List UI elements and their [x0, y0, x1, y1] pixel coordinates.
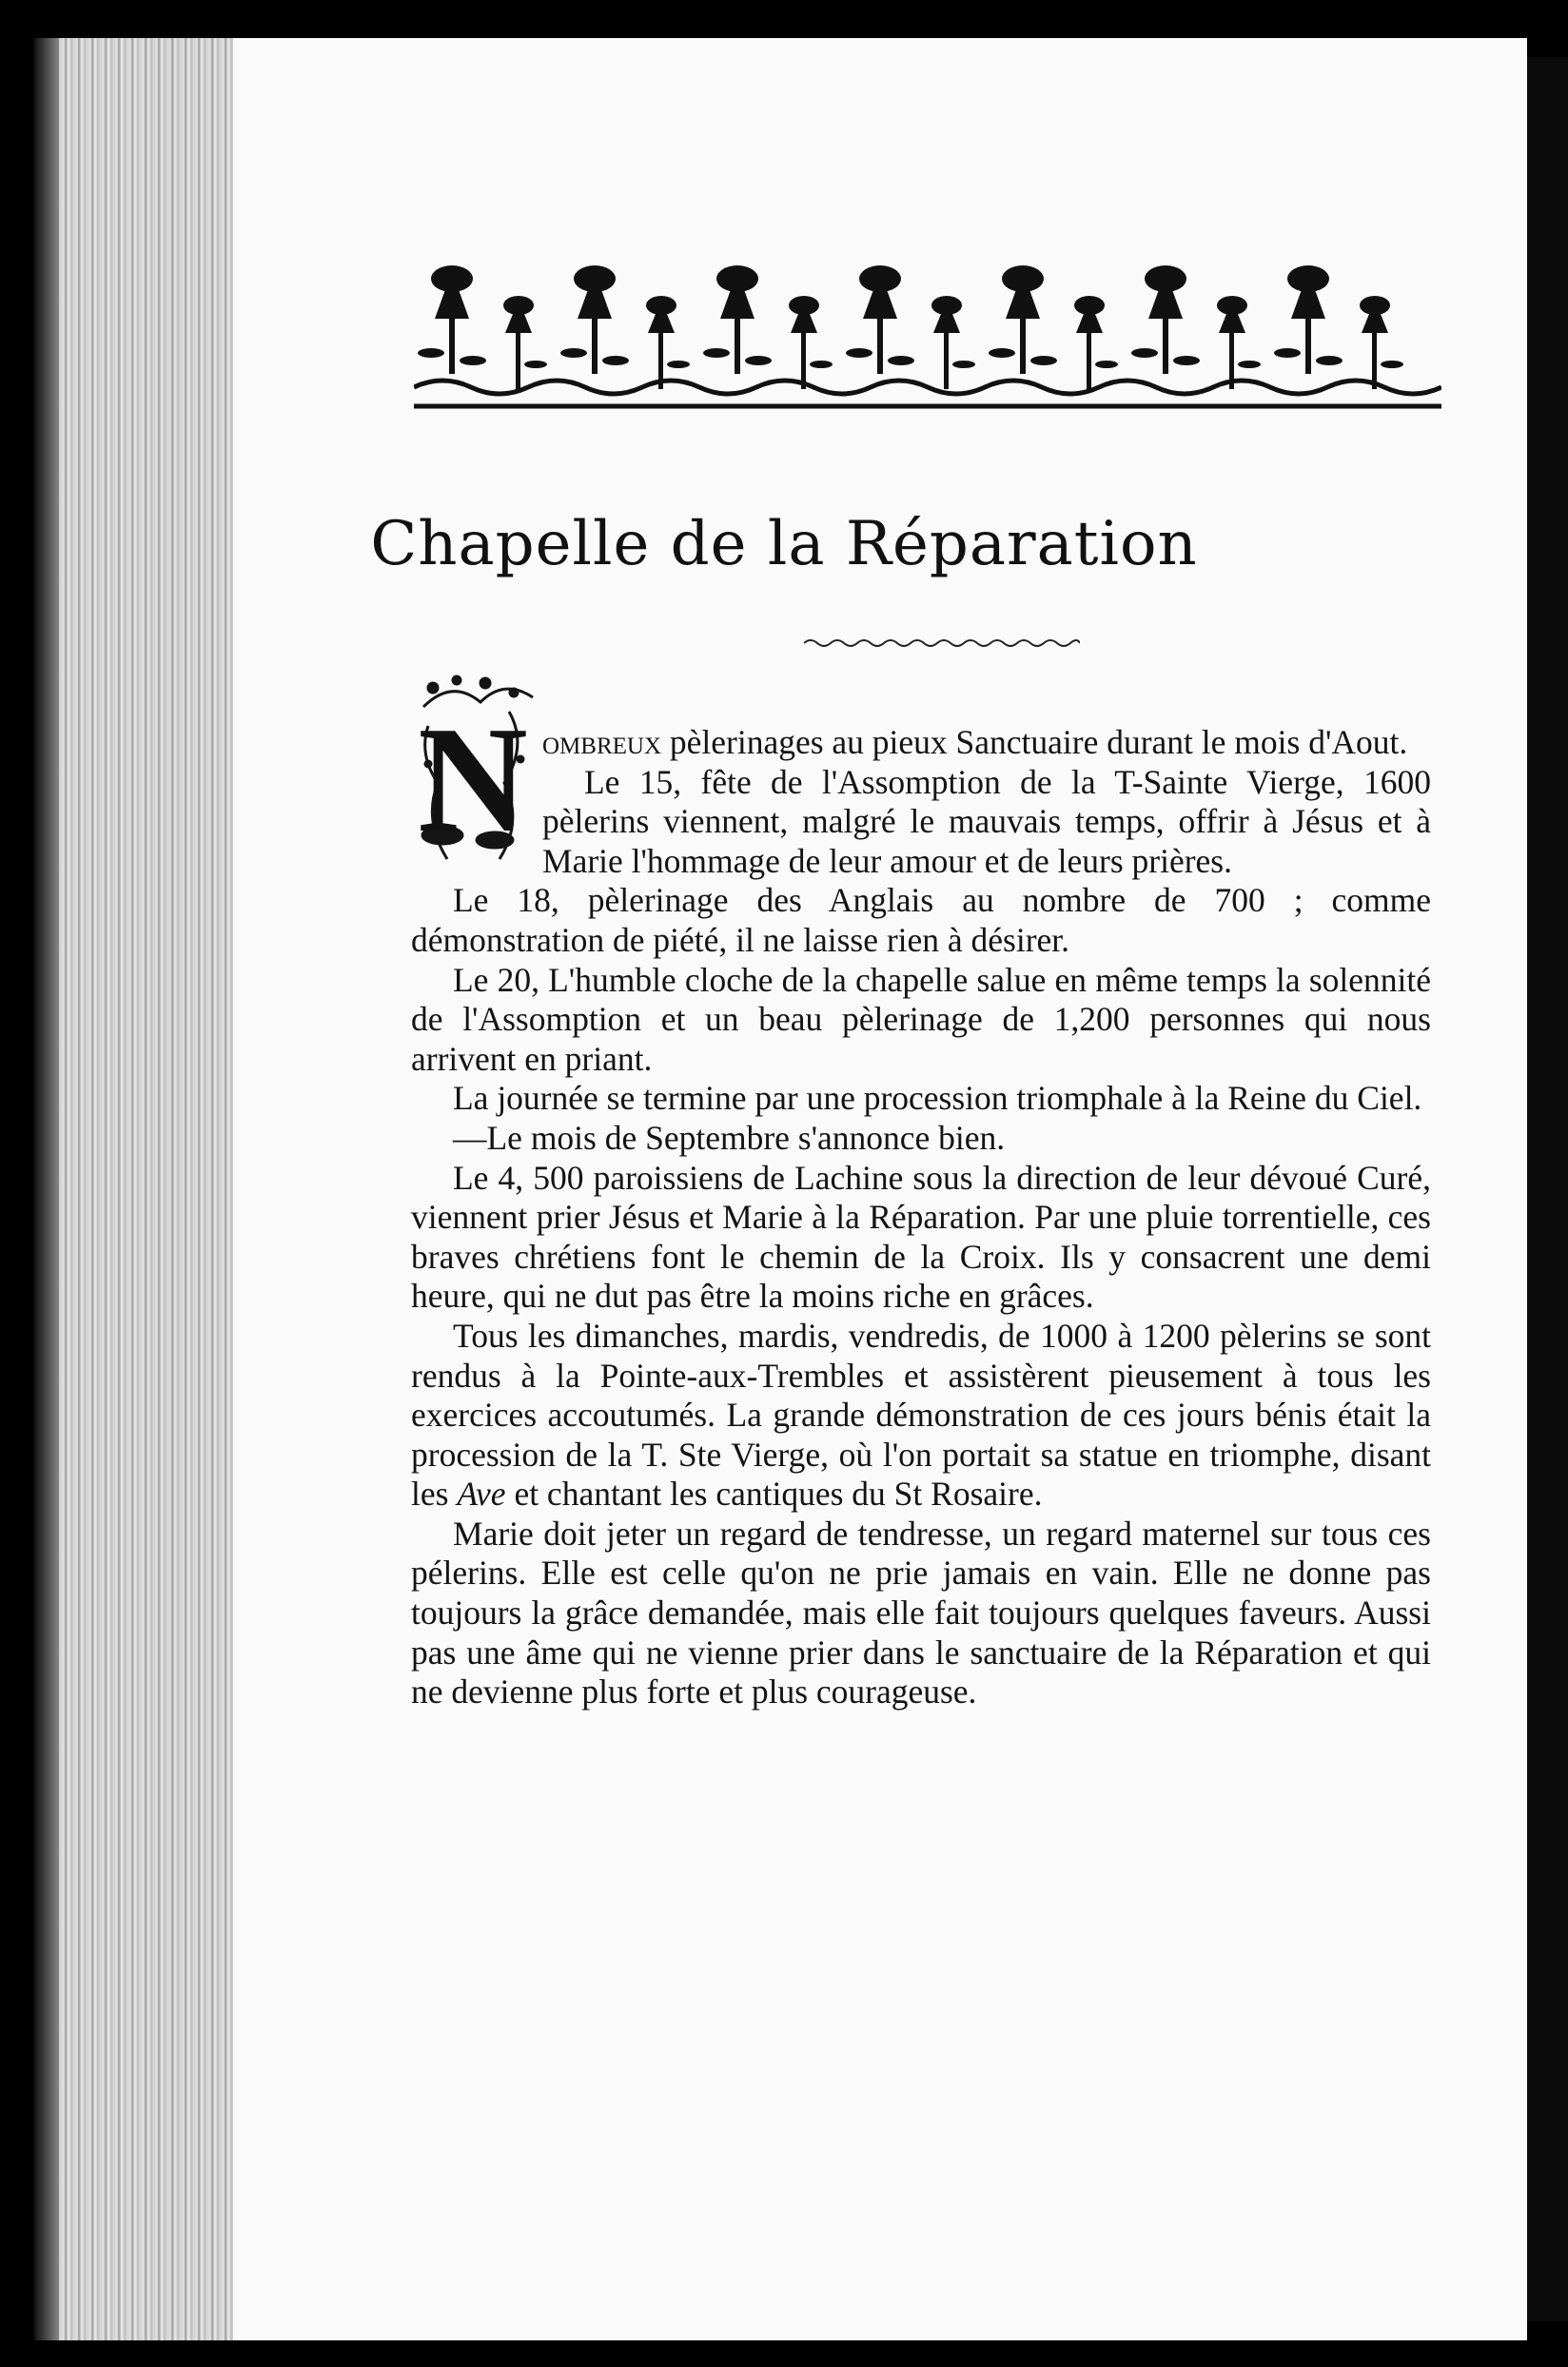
right-margin-shadow	[1524, 57, 1568, 2321]
procession-text-before: Tous les dimanches, mardis, vendredis, de 1000 à 1200 pèlerins se sont rendus à la Pointe-aux-Trembles et assistèrent pieusement à tous les exercices accoutumés. La grande démonstration de ces jours bénis était la procession de la T. Ste Vierge, où l'on portait sa statue en triomphe, disant les	[411, 1316, 1431, 1514]
paragraph-pelerins	[411, 1317, 1431, 1515]
dropcap-letter: N	[418, 694, 528, 864]
wavy-rule	[804, 636, 1080, 651]
paragraph-cloche: Le 20, L'humble cloche de la chapelle salue en même temps la solennité de l'Assomption et un beau pèlerinage de 1,200 personnes qui nous arrivent en priant.	[411, 960, 1431, 1078]
opening-smallcaps: ombreux	[542, 723, 662, 761]
opening-text: pèlerinages au pieux Sanctuaire durant le mois d'Aout.	[661, 723, 1408, 761]
paragraph-marie: Marie doit jeter un regard de tendresse, un regard maternel sur tous ces pélerins. Elle est celle qu'on ne prie jamais en vain. Elle ne donne pas toujours la grâce demandée, mais elle fait toujours quelques faveurs. Aussi pas une âme qui ne vienne prier dans le sanctuaire de la Réparation et qui ne devienne plus forte et plus courageuse.	[411, 1514, 1431, 1712]
paragraph-anglais: Le 18, pèlerinage des Anglais au nombre de 700 ; comme démonstration de piété, il ne laisse rien à désirer.	[411, 881, 1431, 959]
paragraph-procession-reine: La journée se termine par une procession triomphale à la Reine du Ciel.	[453, 1079, 1422, 1118]
procession-text-after: et chantant les cantiques du St Rosaire.	[505, 1475, 1043, 1514]
paragraph-lachine: Le 4, 500 paroissiens de Lachine sous la direction de leur dévoué Curé, viennent prier Jésus et Marie à la Réparation. Par une pluie torrentielle, ces braves chrétiens font le chemin de la Croix. Ils y consacrent une demi heure, qui ne dut pas être la moins riche en grâces.	[411, 1158, 1431, 1316]
article-body	[411, 723, 1431, 1712]
book-page-edges	[34, 38, 234, 2340]
floral-border-ornament	[414, 262, 1441, 428]
procession-italic: Ave	[457, 1475, 506, 1514]
paragraph-septembre: —Le mois de Septembre s'annonce bien.	[453, 1118, 1006, 1157]
paragraph-assomption: Le 15, fête de l'Assomption de la T-Sainte Vierge, 1600 pèlerins viennent, malgré le mauvais temps, offrir à Jésus et à Marie l'hommage de leur amour et de leurs prières.	[542, 762, 1431, 880]
paragraph-opening	[411, 723, 1431, 763]
page-title: Chapelle de la Réparation	[370, 509, 1198, 579]
